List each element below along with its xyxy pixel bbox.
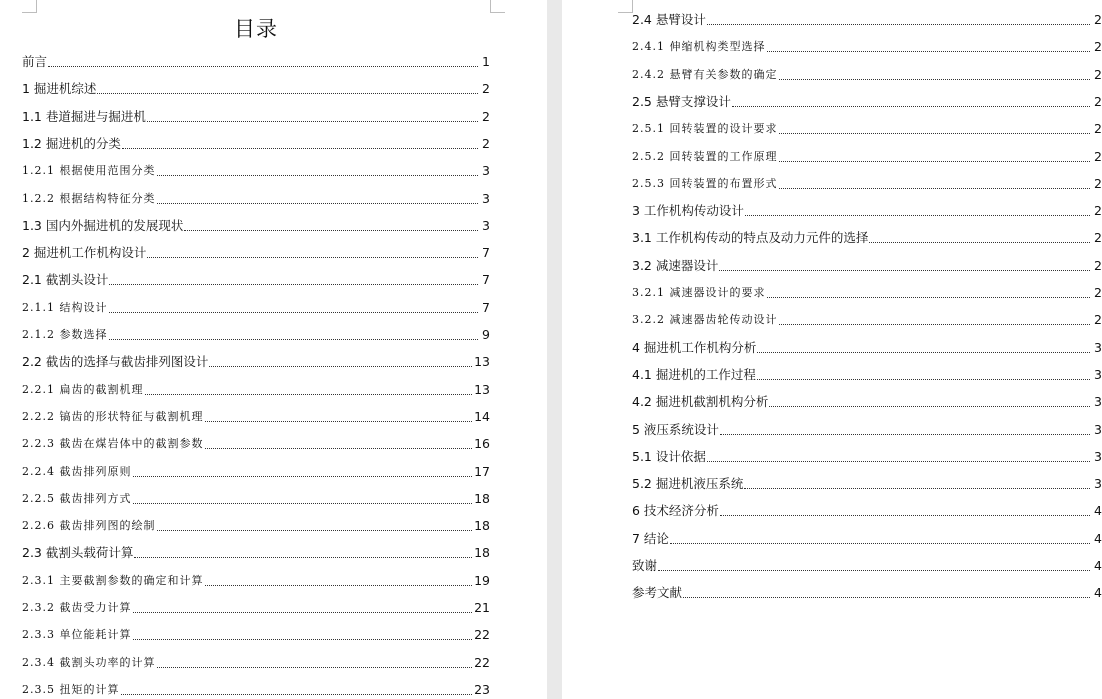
- toc-entry-page-number: 4: [1094, 585, 1102, 601]
- toc-entry-page-number: 2: [1094, 66, 1102, 82]
- toc-dot-leader: [157, 666, 473, 668]
- toc-entry[interactable]: [632, 422, 1102, 438]
- toc-entry[interactable]: [632, 149, 1102, 165]
- toc-entry-page-number: 2: [1094, 93, 1102, 109]
- toc-entry-title: 2.3.3 单位能耗计算: [22, 628, 132, 642]
- toc-entry-title: 2.3.1 主要截割参数的确定和计算: [22, 573, 204, 587]
- toc-entry[interactable]: [632, 12, 1102, 28]
- toc-entry[interactable]: [22, 655, 490, 671]
- toc-entry-title: 4 掘进机工作机构分析: [632, 339, 757, 355]
- toc-entry-page-number: 2: [1094, 257, 1102, 273]
- toc-dot-leader: [757, 378, 1090, 380]
- toc-entry[interactable]: [22, 54, 490, 70]
- toc-dot-leader: [109, 311, 479, 313]
- toc-dot-leader: [707, 23, 1090, 25]
- toc-dot-leader: [133, 638, 473, 640]
- toc-entry-title: 1.3 国内外掘进机的发展现状: [22, 217, 184, 233]
- toc-entry-title: 2.2.3 截齿在煤岩体中的截割参数: [22, 437, 204, 451]
- toc-entry-page-number: 3: [1094, 448, 1102, 464]
- toc-dot-leader: [757, 351, 1090, 353]
- toc-entry[interactable]: [22, 409, 490, 425]
- toc-entry-title: 2.2.2 镐齿的形状特征与截割机理: [22, 409, 204, 423]
- toc-entry[interactable]: [632, 285, 1102, 301]
- toc-dot-leader: [670, 542, 1090, 544]
- toc-entry-title: 1 掘进机综述: [22, 81, 97, 97]
- toc-entry-page-number: 17: [474, 463, 490, 479]
- toc-dot-leader: [157, 174, 479, 176]
- toc-entry-title: 2.4.2 悬臂有关参数的确定: [632, 67, 778, 81]
- toc-entry[interactable]: [632, 340, 1102, 356]
- toc-entry[interactable]: [22, 272, 490, 288]
- toc-dot-leader: [97, 92, 478, 94]
- toc-entry-page-number: 2: [1094, 148, 1102, 164]
- toc-entry-title: 2.3.2 截齿受力计算: [22, 601, 132, 614]
- toc-entry-page-number: 3: [1094, 421, 1102, 437]
- toc-dot-leader: [133, 475, 473, 477]
- toc-entry[interactable]: [22, 573, 490, 589]
- toc-entry-title: 2.1 截割头设计: [22, 272, 109, 288]
- toc-entry-page-number: 2: [1094, 175, 1102, 191]
- toc-dot-leader: [121, 693, 473, 695]
- page-gap: [547, 0, 562, 699]
- toc-entry-page-number: 1: [482, 54, 490, 69]
- toc-entry-title: 2.2.4 截齿排列原则: [22, 464, 132, 478]
- toc-entry-title: 1.2.2 根据结构特征分类: [22, 191, 156, 205]
- toc-entry[interactable]: [632, 39, 1102, 55]
- toc-entry-title: 2 掘进机工作机构设计: [22, 245, 147, 261]
- toc-entry-page-number: 2: [482, 108, 490, 124]
- toc-entry-page-number: 2: [1094, 12, 1102, 27]
- toc-entry[interactable]: [22, 136, 490, 152]
- toc-entry[interactable]: [22, 218, 490, 234]
- toc-dot-leader: [205, 447, 473, 449]
- toc-entry-page-number: 4: [1094, 530, 1102, 546]
- toc-entry[interactable]: [22, 600, 490, 616]
- toc-dot-leader: [209, 365, 472, 367]
- toc-entry-page-number: 3: [482, 190, 490, 206]
- toc-entry-title: 6 技术经济分析: [632, 503, 719, 519]
- toc-entry-page-number: 2: [482, 135, 490, 151]
- toc-entry-title: 2.4 悬臂设计: [632, 12, 706, 27]
- toc-dot-leader: [157, 529, 473, 531]
- toc-entry-page-number: 18: [474, 545, 490, 561]
- toc-entry[interactable]: [22, 627, 490, 643]
- toc-entry-page-number: 3: [1094, 339, 1102, 355]
- toc-dot-leader: [745, 214, 1090, 216]
- toc-entry-title: 3.2 减速器设计: [632, 257, 719, 273]
- toc-entry-title: 2.5.2 回转装置的工作原理: [632, 149, 778, 163]
- toc-dot-leader: [683, 596, 1090, 598]
- toc-entry-page-number: 9: [482, 327, 490, 342]
- toc-dot-leader: [732, 105, 1090, 107]
- toc-entry[interactable]: [632, 230, 1102, 246]
- document-page-right: [562, 0, 1102, 699]
- toc-entry-title: 3.2.1 减速器设计的要求: [632, 286, 766, 299]
- toc-list-right: [562, 0, 1102, 699]
- toc-entry-title: 前言: [22, 54, 48, 69]
- toc-entry[interactable]: [632, 394, 1102, 410]
- toc-entry-title: 5.1 设计依据: [632, 448, 706, 464]
- toc-dot-leader: [205, 420, 473, 422]
- toc-dot-leader: [769, 405, 1090, 407]
- toc-entry-page-number: 7: [482, 272, 490, 288]
- toc-entry[interactable]: [22, 327, 490, 343]
- toc-dot-leader: [205, 584, 473, 586]
- toc-entry-page-number: 3: [1094, 366, 1102, 382]
- toc-entry-page-number: 21: [474, 600, 490, 615]
- toc-title: 目录: [234, 17, 278, 41]
- toc-dot-leader: [48, 65, 478, 67]
- toc-dot-leader: [134, 556, 472, 558]
- toc-entry-page-number: 22: [474, 627, 490, 643]
- toc-entry-page-number: 23: [474, 681, 490, 697]
- toc-entry-title: 3 工作机构传动设计: [632, 203, 744, 219]
- toc-entry[interactable]: [632, 176, 1102, 192]
- toc-dot-leader: [133, 611, 473, 613]
- toc-entry[interactable]: [22, 163, 490, 179]
- toc-entry-title: 2.5 悬臂支撑设计: [632, 93, 731, 109]
- toc-dot-leader: [184, 229, 478, 231]
- toc-entry[interactable]: [22, 545, 490, 561]
- toc-entry-page-number: 2: [1094, 285, 1102, 300]
- toc-entry[interactable]: [632, 121, 1102, 137]
- toc-entry[interactable]: [22, 464, 490, 480]
- toc-entry-page-number: 3: [482, 163, 490, 179]
- toc-entry-title: 2.2.5 截齿排列方式: [22, 491, 132, 505]
- toc-entry-page-number: 22: [474, 654, 490, 670]
- toc-entry-title: 2.3.4 截割头功率的计算: [22, 655, 156, 669]
- toc-dot-leader: [147, 256, 478, 258]
- toc-list-left: [0, 0, 547, 699]
- toc-entry-page-number: 18: [474, 490, 490, 506]
- toc-entry[interactable]: [632, 94, 1102, 110]
- toc-entry-page-number: 14: [474, 408, 490, 424]
- toc-entry-title: 2.2.6 截齿排列图的绘制: [22, 519, 156, 533]
- toc-entry[interactable]: [632, 449, 1102, 465]
- toc-dot-leader: [779, 187, 1091, 189]
- toc-entry-title: 2.2 截齿的选择与截齿排列图设计: [22, 354, 209, 370]
- toc-entry[interactable]: [22, 81, 490, 97]
- document-page-left: [0, 0, 547, 699]
- toc-entry[interactable]: [632, 476, 1102, 492]
- toc-dot-leader: [779, 160, 1091, 162]
- toc-dot-leader: [719, 269, 1090, 271]
- toc-dot-leader: [767, 296, 1091, 298]
- toc-entry[interactable]: [632, 312, 1102, 328]
- toc-entry-title: 3.2.2 减速器齿轮传动设计: [632, 313, 778, 327]
- toc-entry-page-number: 2: [1094, 121, 1102, 137]
- toc-entry-page-number: 2: [482, 81, 490, 97]
- toc-entry[interactable]: [22, 191, 490, 207]
- toc-entry-page-number: 16: [474, 436, 490, 452]
- toc-entry-title: 4.1 掘进机的工作过程: [632, 366, 756, 382]
- toc-entry-page-number: 2: [1094, 230, 1102, 246]
- toc-entry[interactable]: [632, 503, 1102, 519]
- toc-entry-title: 2.5.1 回转装置的设计要求: [632, 122, 778, 136]
- toc-dot-leader: [658, 569, 1090, 571]
- toc-dot-leader: [720, 433, 1090, 435]
- toc-entry[interactable]: [632, 203, 1102, 219]
- toc-dot-leader: [779, 323, 1091, 325]
- toc-entry-title: 4.2 掘进机截割机构分析: [632, 394, 769, 410]
- toc-entry[interactable]: [632, 67, 1102, 83]
- toc-entry-title: 1.2 掘进机的分类: [22, 135, 121, 151]
- toc-dot-leader: [869, 241, 1090, 243]
- toc-entry[interactable]: [632, 585, 1102, 601]
- toc-entry-page-number: 2: [1094, 39, 1102, 55]
- toc-dot-leader: [109, 338, 479, 340]
- toc-entry-title: 1.1 巷道掘进与掘进机: [22, 108, 146, 124]
- toc-entry-title: 1.2.1 根据使用范围分类: [22, 164, 156, 178]
- toc-entry-page-number: 19: [474, 572, 490, 588]
- toc-entry-title: 致谢: [632, 558, 658, 573]
- toc-entry-title: 7 结论: [632, 530, 669, 546]
- toc-entry[interactable]: [632, 258, 1102, 274]
- toc-dot-leader: [767, 50, 1091, 52]
- toc-dot-leader: [157, 202, 479, 204]
- toc-entry[interactable]: [22, 382, 490, 398]
- toc-dot-leader: [779, 78, 1091, 80]
- toc-entry-page-number: 2: [1094, 203, 1102, 219]
- toc-entry[interactable]: [632, 558, 1102, 574]
- toc-entry-title: 2.1.1 结构设计: [22, 300, 108, 314]
- toc-entry[interactable]: [22, 109, 490, 125]
- toc-dot-leader: [707, 460, 1090, 462]
- toc-dot-leader: [122, 147, 478, 149]
- toc-entry-page-number: 13: [474, 381, 490, 397]
- toc-entry[interactable]: [22, 682, 490, 698]
- toc-entry-page-number: 4: [1094, 503, 1102, 519]
- toc-entry-title: 参考文献: [632, 585, 683, 601]
- toc-dot-leader: [779, 132, 1091, 134]
- toc-entry-page-number: 2: [1094, 312, 1102, 328]
- toc-entry-page-number: 7: [482, 245, 490, 261]
- toc-dot-leader: [147, 120, 478, 122]
- toc-entry-title: 5.2 掘进机液压系统: [632, 476, 744, 492]
- toc-entry-title: 5 液压系统设计: [632, 421, 719, 437]
- toc-entry-page-number: 4: [1094, 558, 1102, 573]
- toc-entry-title: 2.3 截割头载荷计算: [22, 545, 134, 561]
- toc-entry[interactable]: [22, 518, 490, 534]
- toc-entry[interactable]: [632, 531, 1102, 547]
- toc-dot-leader: [720, 514, 1090, 516]
- toc-entry-title: 2.3.5 扭矩的计算: [22, 682, 120, 696]
- toc-entry-title: 2.1.2 参数选择: [22, 328, 108, 341]
- toc-entry[interactable]: [632, 367, 1102, 383]
- toc-entry[interactable]: [22, 245, 490, 261]
- toc-entry-page-number: 18: [474, 518, 490, 534]
- toc-entry-title: 2.2.1 扁齿的截割机理: [22, 382, 144, 396]
- toc-entry[interactable]: [22, 354, 490, 370]
- toc-entry-page-number: 3: [1094, 476, 1102, 492]
- toc-entry[interactable]: [22, 300, 490, 316]
- toc-entry-page-number: 7: [482, 299, 490, 315]
- toc-entry-page-number: 3: [1094, 394, 1102, 410]
- toc-entry-title: 3.1 工作机构传动的特点及动力元件的选择: [632, 230, 869, 246]
- toc-entry-title: 2.5.3 回转装置的布置形式: [632, 176, 778, 190]
- toc-entry-page-number: 13: [474, 354, 490, 370]
- toc-entry[interactable]: [22, 491, 490, 507]
- toc-dot-leader: [109, 283, 478, 285]
- toc-dot-leader: [145, 393, 473, 395]
- toc-dot-leader: [133, 502, 473, 504]
- toc-entry-page-number: 3: [482, 217, 490, 233]
- toc-entry[interactable]: [22, 436, 490, 452]
- toc-dot-leader: [744, 487, 1090, 489]
- toc-entry-title: 2.4.1 伸缩机构类型选择: [632, 40, 766, 54]
